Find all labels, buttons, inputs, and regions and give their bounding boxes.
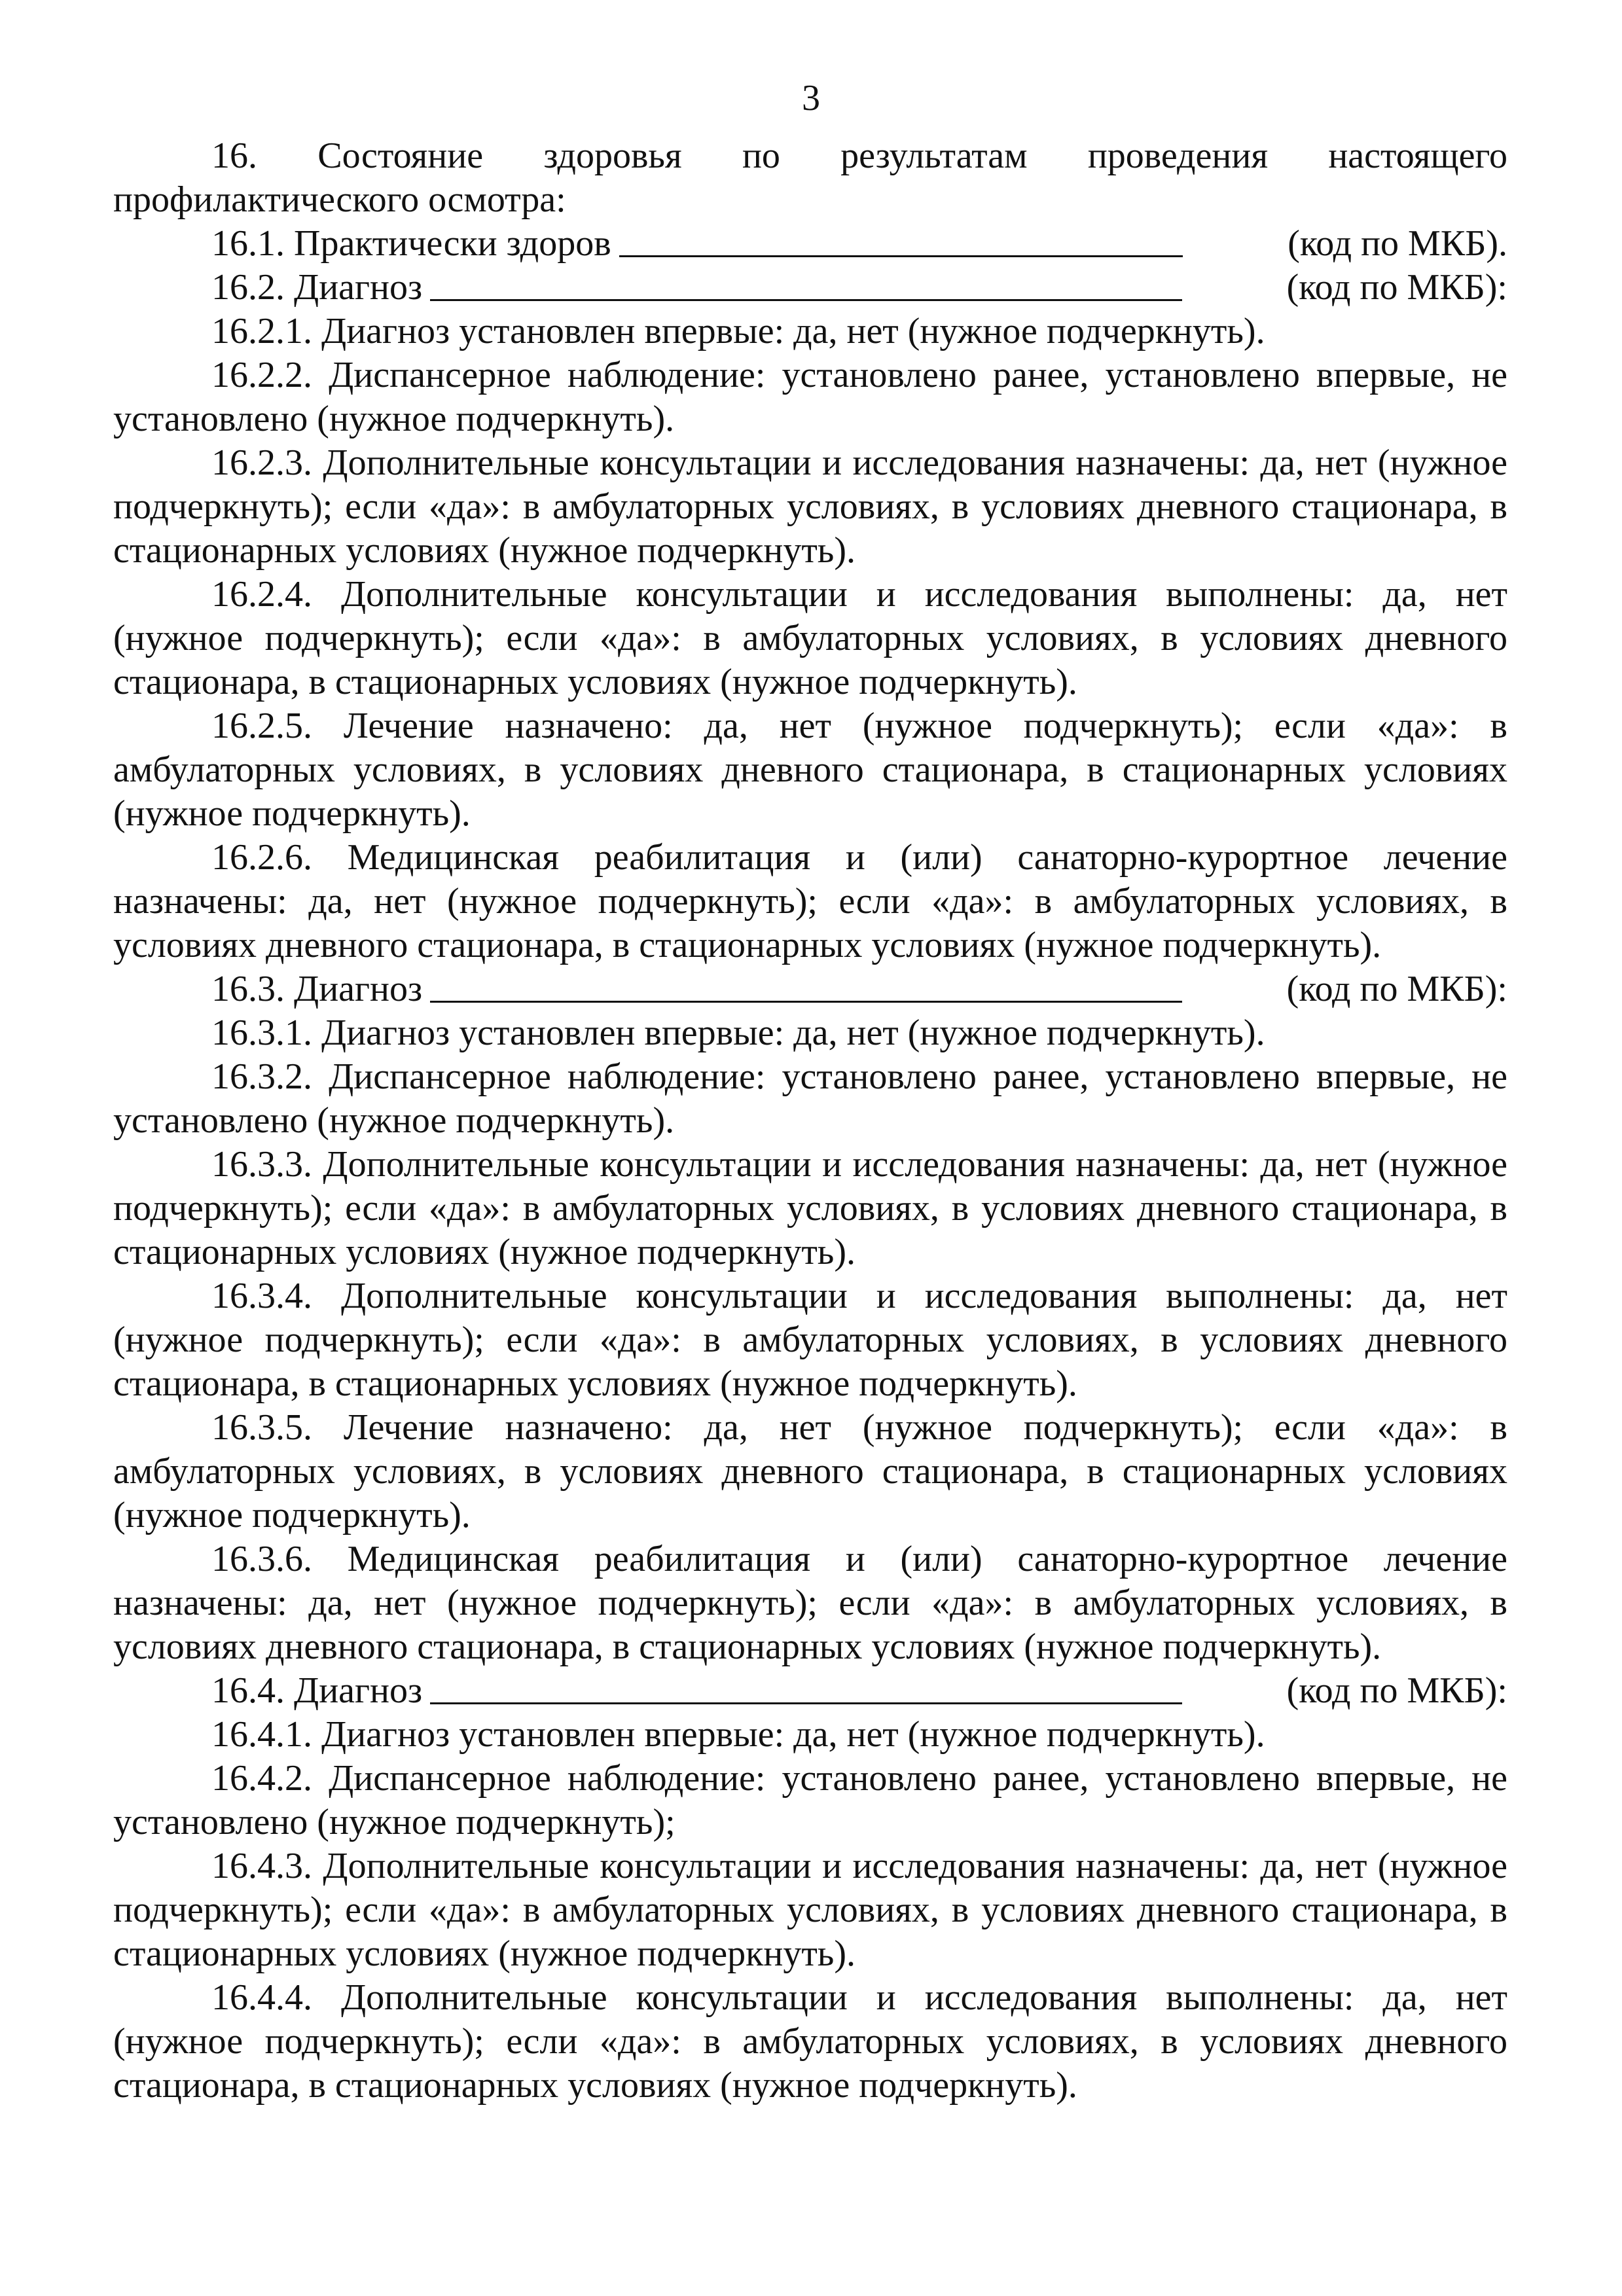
item-16-3-3: 16.3.3. Дополнительные консультации и исследования назначены: да, нет (нужное подчеркнуть); если «да»: в амбулаторных условиях, в условиях дневного стационара, в стационарных условиях (нужное подчеркнуть). bbox=[113, 1144, 1507, 1272]
item-16-4-2: 16.4.2. Диспансерное наблюдение: установлено ранее, установлено впервые, не установлено (нужное подчеркнуть); bbox=[113, 1758, 1507, 1842]
item-16-4-diagnosis bbox=[113, 1669, 1507, 1713]
item-16-4-4: 16.4.4. Дополнительные консультации и исследования выполнены: да, нет (нужное подчеркнуть); если «да»: в амбулаторных условиях, в условиях дневного стационара, в стационарных условиях (нужное подчеркнуть). bbox=[113, 1977, 1507, 2106]
item-16-3-4: 16.3.4. Дополнительные консультации и исследования выполнены: да, нет (нужное подчеркнуть); если «да»: в амбулаторных условиях, в условиях дневного стационара, в стационарных условиях (нужное подчеркнуть). bbox=[113, 1276, 1507, 1404]
item-16-3-suffix: (код по МКБ): bbox=[1286, 969, 1507, 1009]
item-16-2-diagnosis bbox=[113, 266, 1507, 310]
item-16-2-5: 16.2.5. Лечение назначено: да, нет (нужное подчеркнуть); если «да»: в амбулаторных условиях, в условиях дневного стационара, в стационарных условиях (нужное подчеркнуть). bbox=[113, 706, 1507, 834]
section-16-intro: 16. Состояние здоровья по результатам проведения настоящего профилактического осмотра: bbox=[113, 135, 1507, 220]
item-16-3-6: 16.3.6. Медицинская реабилитация и (или) санаторно-курортное лечение назначены: да, нет (нужное подчеркнуть); если «да»: в амбулаторных условиях, в условиях дневного стационара, в стационарных условиях (нужное подчеркнуть). bbox=[113, 1539, 1507, 1667]
item-16-3-diagnosis bbox=[113, 967, 1507, 1011]
item-16-2-6: 16.2.6. Медицинская реабилитация и (или) санаторно-курортное лечение назначены: да, нет (нужное подчеркнуть); если «да»: в амбулаторных условиях, в условиях дневного стационара, в стационарных условиях (нужное подчеркнуть). bbox=[113, 837, 1507, 965]
item-16-3-label: 16.3. Диагноз bbox=[211, 969, 423, 1009]
item-16-1-practically-healthy bbox=[113, 222, 1507, 266]
item-16-3-blank-field[interactable] bbox=[430, 1001, 1182, 1003]
page-number: 3 bbox=[802, 78, 820, 118]
item-16-4-blank-field[interactable] bbox=[430, 1702, 1182, 1704]
item-16-4-3: 16.4.3. Дополнительные консультации и исследования назначены: да, нет (нужное подчеркнуть); если «да»: в амбулаторных условиях, в условиях дневного стационара, в стационарных условиях (нужное подчеркнуть). bbox=[113, 1846, 1507, 1974]
item-16-3-5: 16.3.5. Лечение назначено: да, нет (нужное подчеркнуть); если «да»: в амбулаторных условиях, в условиях дневного стационара, в стационарных условиях (нужное подчеркнуть). bbox=[113, 1407, 1507, 1535]
item-16-4-1: 16.4.1. Диагноз установлен впервые: да, нет (нужное подчеркнуть). bbox=[211, 1714, 1265, 1755]
item-16-4-suffix: (код по МКБ): bbox=[1286, 1670, 1507, 1711]
item-16-2-1: 16.2.1. Диагноз установлен впервые: да, нет (нужное подчеркнуть). bbox=[211, 311, 1265, 351]
item-16-4-label: 16.4. Диагноз bbox=[211, 1670, 423, 1711]
item-16-2-3: 16.2.3. Дополнительные консультации и исследования назначены: да, нет (нужное подчеркнуть); если «да»: в амбулаторных условиях, в условиях дневного стационара, в стационарных условиях (нужное подчеркнуть). bbox=[113, 442, 1507, 571]
item-16-2-2: 16.2.2. Диспансерное наблюдение: установлено ранее, установлено впервые, не установлено (нужное подчеркнуть). bbox=[113, 355, 1507, 439]
item-16-1-suffix: (код по МКБ). bbox=[1288, 223, 1507, 264]
item-16-3-1: 16.3.1. Диагноз установлен впервые: да, нет (нужное подчеркнуть). bbox=[211, 1013, 1265, 1053]
document-body bbox=[113, 134, 1507, 2108]
item-16-3-2: 16.3.2. Диспансерное наблюдение: установлено ранее, установлено впервые, не установлено (нужное подчеркнуть). bbox=[113, 1056, 1507, 1141]
item-16-2-label: 16.2. Диагноз bbox=[211, 267, 423, 308]
item-16-1-label: 16.1. Практически здоров bbox=[211, 223, 611, 264]
item-16-2-suffix: (код по МКБ): bbox=[1286, 267, 1507, 308]
item-16-1-blank-field[interactable] bbox=[619, 255, 1183, 257]
item-16-2-4: 16.2.4. Дополнительные консультации и исследования выполнены: да, нет (нужное подчеркнуть); если «да»: в амбулаторных условиях, в условиях дневного стационара, в стационарных условиях (нужное подчеркнуть). bbox=[113, 574, 1507, 702]
item-16-2-blank-field[interactable] bbox=[430, 299, 1182, 301]
